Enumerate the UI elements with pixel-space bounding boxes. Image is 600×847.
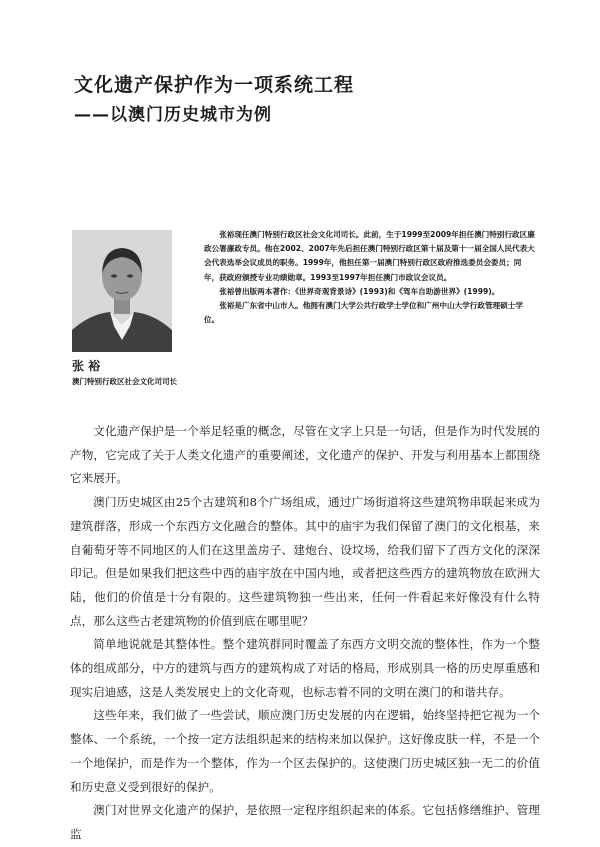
bio-paragraph: 张裕曾出版两本著作：《世界奇观背景诗》(1993)和《驾车自助游世界》(1999)。 bbox=[219, 286, 500, 296]
body-paragraph: 简单地说就是其整体性。整个建筑群同时覆盖了东西方文明交流的整体性，作为一个整体的组成部分，中方的建筑与西方的建筑构成了对话的格局，形成别具一格的历史厚重感和现实启迪感，这是人类发展史上的文化奇观，也标志着不同的文明在澳门的和谐共存。 bbox=[70, 637, 540, 699]
author-bio bbox=[204, 228, 536, 327]
author-photo bbox=[72, 230, 172, 352]
article-title: 文化遗产保护作为一项系统工程 bbox=[74, 74, 355, 96]
bio-paragraph: 张裕现任澳门特别行政区社会文化司司长。此前，生于1999至2009年担任澳门特别行政区廉政公署廉政专员。他在2002、2007年先后担任澳门特别行政区第十届及第十一届全国人民代表大会代表选举会议成员的职务。1999年，他担任第一届澳门特别行政区政府推选委员会委员；同年，获政府颁授专业功绩勋章。1993至1997年担任澳门市政议会议员。 bbox=[204, 230, 535, 282]
body-paragraph: 澳门对世界文化遗产的保护，是依照一定程序组织起来的体系。它包括修缮维护、管理监 bbox=[70, 803, 540, 841]
author-position: 澳门特别行政区社会文化司司长 bbox=[72, 377, 177, 386]
article-subtitle: ——以澳门历史城市为例 bbox=[74, 105, 272, 125]
article-body bbox=[70, 420, 540, 847]
body-paragraph: 澳门历史城区由25个古建筑和8个广场组成，通过广场街道将这些建筑物串联起来成为建筑群落，形成一个东西方文化融合的整体。其中的庙宇为我们保留了澳门的文化根基，来自葡萄牙等不同地区的人们在这里盖房子、建炮台、设坟场，给我们留下了西方文化的深深印记。但是如果我们把这些中西的庙宇放在中国内地，或者把这些西方的建筑物放在欧洲大陆，他们的价值是十分有限的。这些建筑物独一些出来，任何一件看起来好像没有什么特点，那么这些古老建筑物的价值到底在哪里呢？ bbox=[70, 495, 540, 628]
body-paragraph: 文化遗产保护是一个举足轻重的概念，尽管在文字上只是一句话，但是作为时代发展的产物，它完成了关于人类文化遗产的重要阐述，文化遗产的保护、开发与利用基本上都围绕它来展开。 bbox=[70, 424, 540, 486]
bio-paragraph: 张裕是广东省中山市人。他拥有澳门大学公共行政学士学位和广州中山大学行政管理硕士学位。 bbox=[204, 301, 523, 325]
body-paragraph: 这些年来，我们做了一些尝试，顺应澳门历史发展的内在逻辑，始终坚持把它视为一个整体、一个系统，一个按一定方法组织起来的结构来加以保护。这好像皮肤一样，不是一个一个地保护，而是作为一个整体，作为一个区去保护的。这使澳门历史城区独一无二的价值和历史意义受到很好的保护。 bbox=[70, 708, 540, 794]
author-name: 张 裕 bbox=[72, 359, 101, 373]
